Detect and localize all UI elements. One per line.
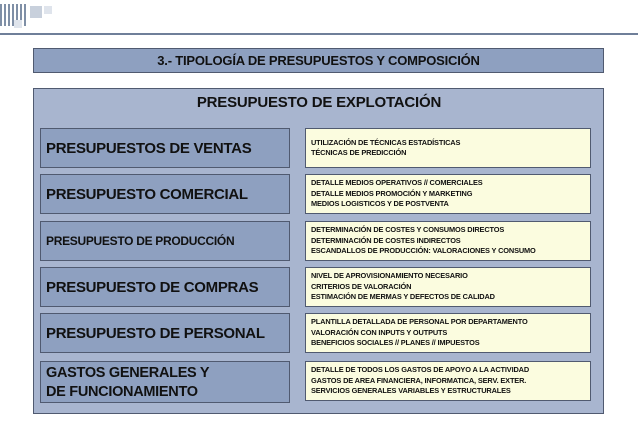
budget-details-produccion: [305, 221, 591, 261]
label-line: DE FUNCIONAMIENTO: [46, 384, 198, 400]
budget-details-ventas: [305, 128, 591, 168]
detail-line: DETALLE MEDIOS PROMOCIÓN Y MARKETING: [311, 188, 473, 198]
budget-label-comercial: PRESUPUESTO COMERCIAL: [40, 174, 290, 214]
detail-line: PLANTILLA DETALLADA DE PERSONAL POR DEPARTAMENTO: [311, 317, 528, 327]
budget-label-ventas: PRESUPUESTOS DE VENTAS: [40, 128, 290, 168]
header-rule: [0, 33, 638, 35]
budget-label-compras: PRESUPUESTO DE COMPRAS: [40, 267, 290, 307]
budget-details-personal: [305, 313, 591, 353]
detail-line: DETALLE DE TODOS LOS GASTOS DE APOYO A LA ACTIVIDAD: [311, 365, 530, 375]
budget-label-gastos: [40, 361, 290, 403]
detail-line: VALORACIÓN CON INPUTS Y OUTPUTS: [311, 327, 448, 337]
label-line: GASTOS GENERALES Y: [46, 365, 210, 381]
detail-line: DETERMINACIÓN DE COSTES INDIRECTOS: [311, 235, 461, 245]
budget-details-compras: [305, 267, 591, 307]
detail-line: DETALLE MEDIOS OPERATIVOS // COMERCIALES: [311, 178, 483, 188]
detail-line: TÉCNICAS DE PREDICCIÓN: [311, 148, 407, 157]
detail-line: BENEFICIOS SOCIALES // PLANES // IMPUESTOS: [311, 338, 480, 348]
panel-title: PRESUPUESTO DE EXPLOTACIÓN: [196, 94, 442, 111]
detail-line: DETERMINACIÓN DE COSTES Y CONSUMOS DIRECTOS: [311, 225, 505, 235]
detail-line: GASTOS DE AREA FINANCIERA, INFORMATICA, SERV. EXTER.: [311, 375, 527, 385]
detail-line: ESCANDALLOS DE PRODUCCIÓN: VALORACIONES Y CONSUMO: [311, 246, 536, 256]
slide-title: 3.- TIPOLOGÍA DE PRESUPUESTOS Y COMPOSICIÓN: [33, 48, 604, 73]
detail-line: ESTIMACIÓN DE MERMAS Y DEFECTOS DE CALIDAD: [311, 292, 495, 302]
detail-line: UTILIZACIÓN DE TÉCNICAS ESTADÍSTICAS: [311, 137, 461, 147]
decorative-square: [30, 6, 42, 18]
detail-line: CRITERIOS DE VALORACIÓN: [311, 281, 412, 291]
budget-details-comercial: [305, 174, 591, 214]
budget-label-personal: PRESUPUESTO DE PERSONAL: [40, 313, 290, 353]
detail-line: MEDIOS LOGISTICOS Y DE POSTVENTA: [311, 199, 449, 209]
decorative-square: [44, 6, 52, 14]
budget-label-produccion: PRESUPUESTO DE PRODUCCIÓN: [40, 221, 290, 261]
detail-line: NIVEL DE APROVISIONAMIENTO NECESARIO: [311, 271, 468, 281]
detail-line: SERVICIOS GENERALES VARIABLES Y ESTRUCTURALES: [311, 386, 511, 396]
budget-details-gastos: [305, 361, 591, 401]
decorative-square: [14, 20, 22, 28]
decorative-stripes: [0, 4, 26, 26]
